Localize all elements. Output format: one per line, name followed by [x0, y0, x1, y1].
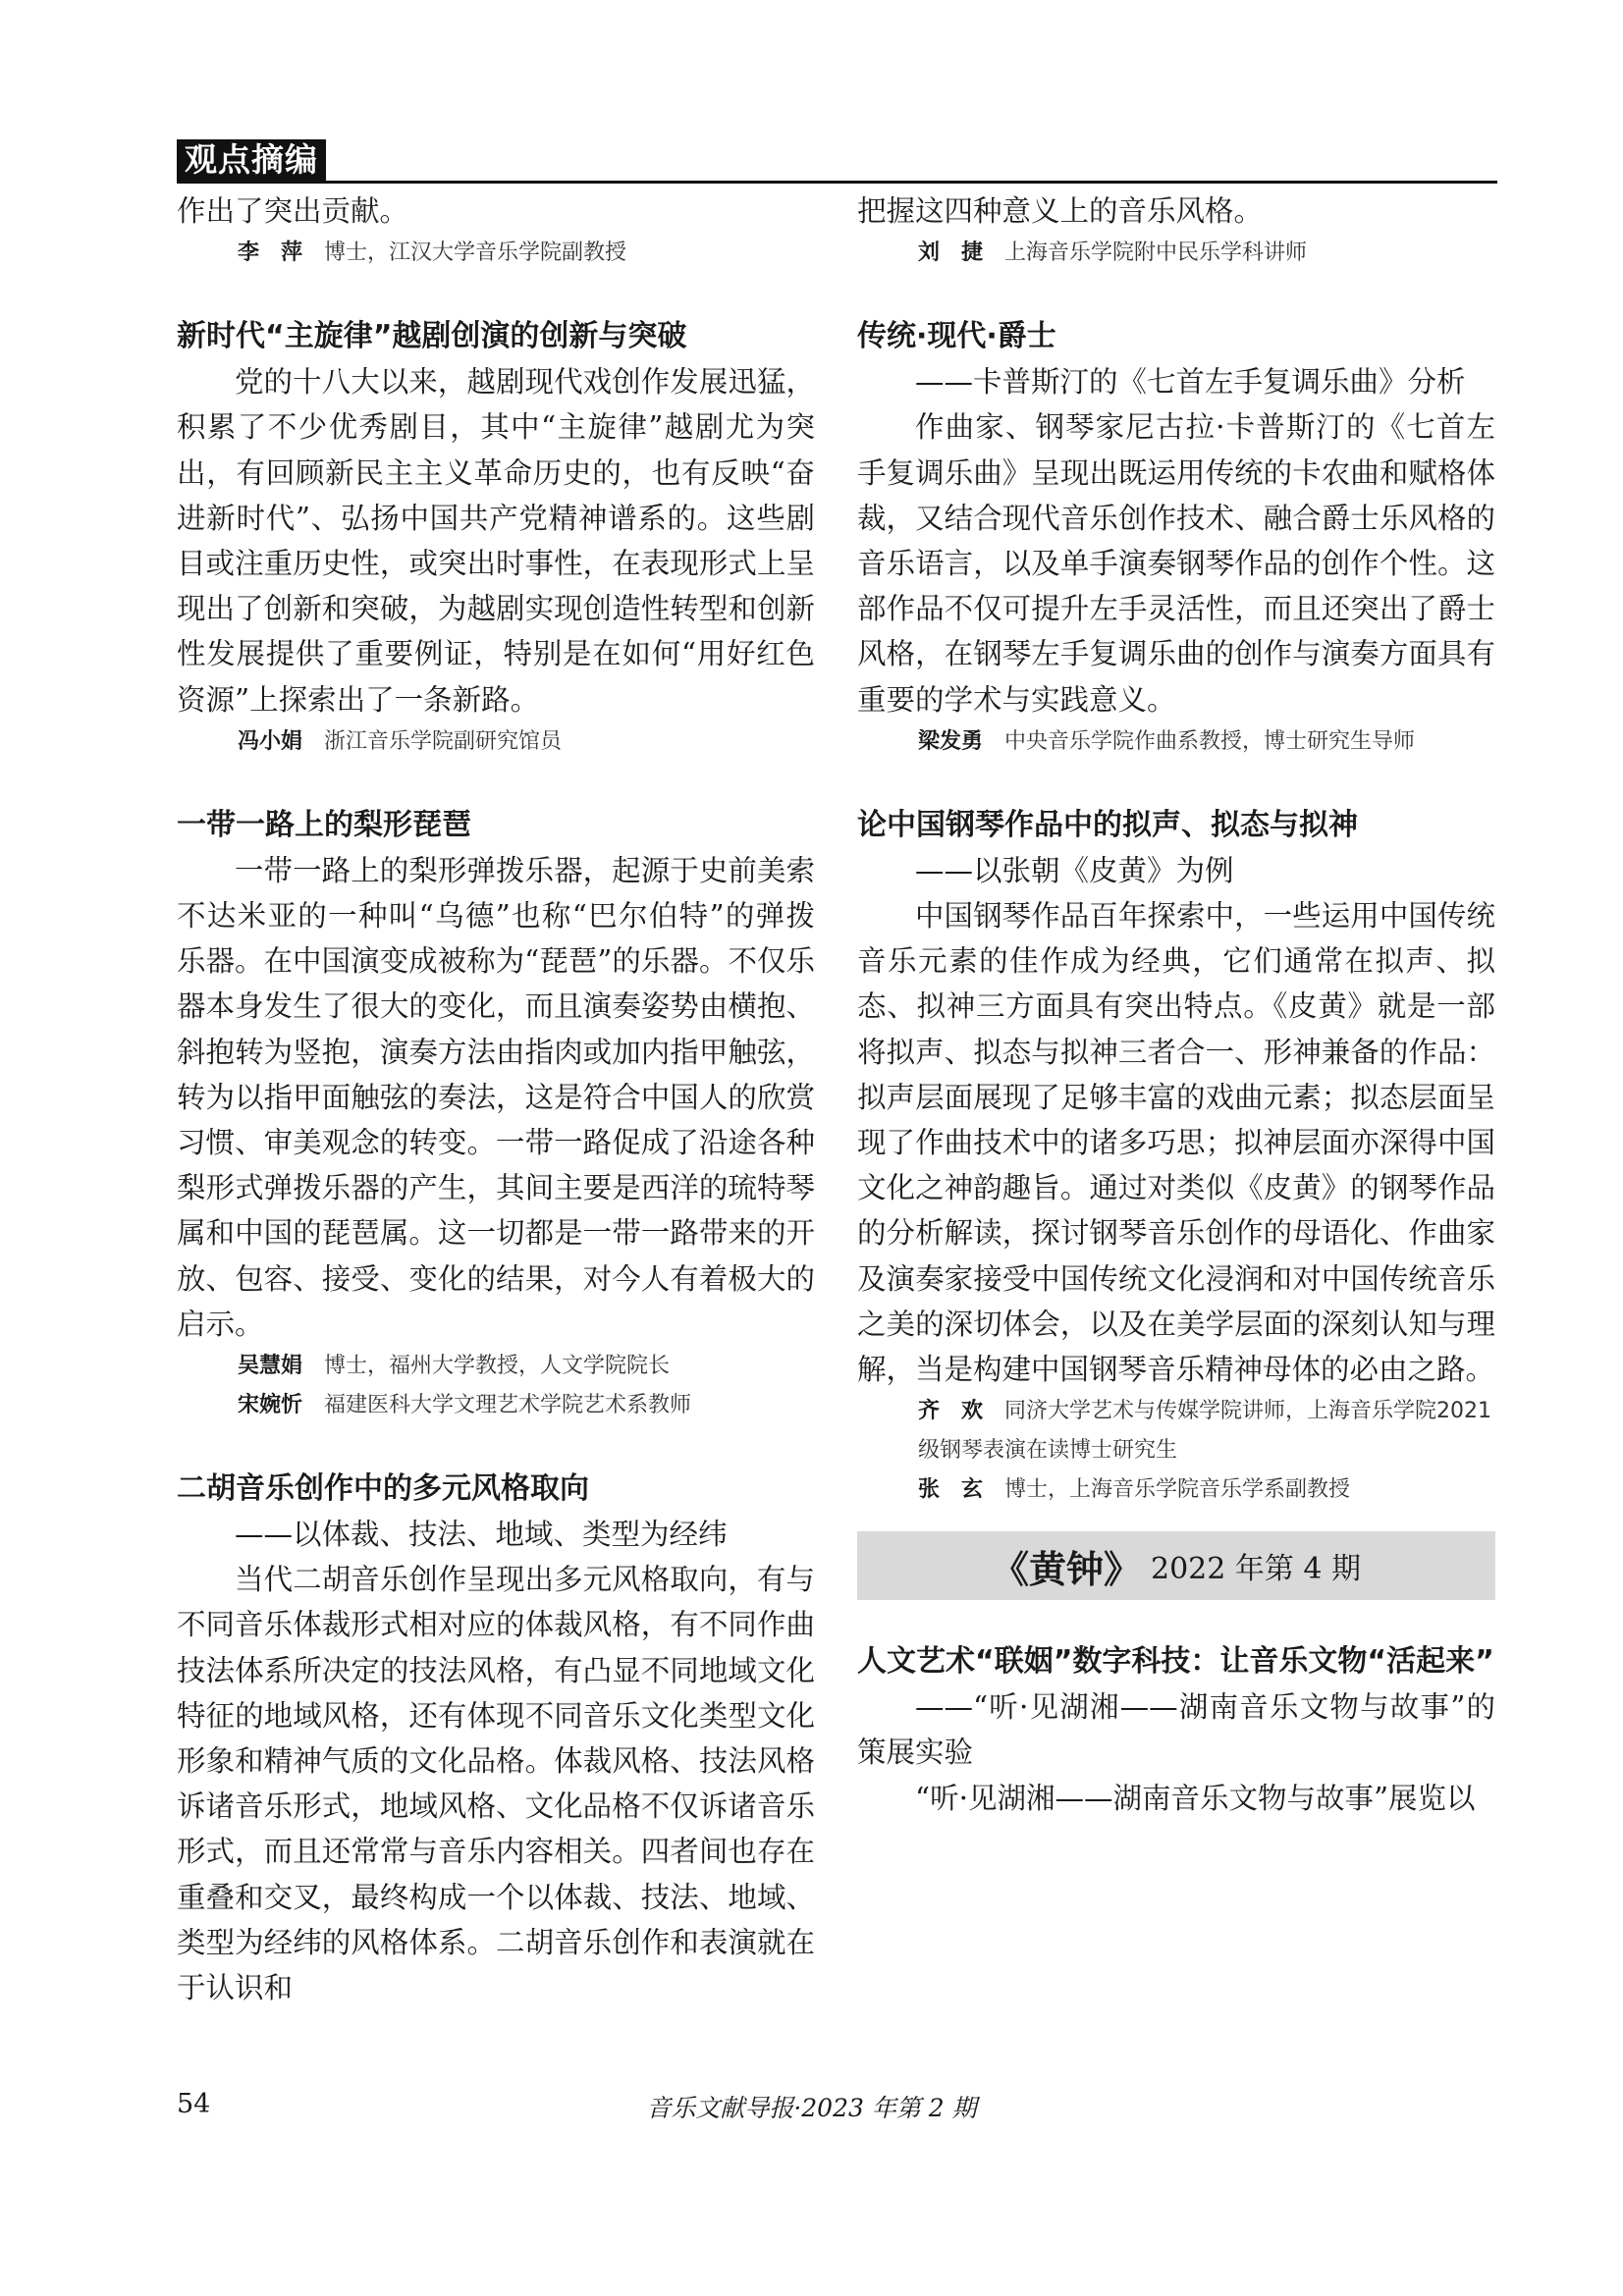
banner-journal-name: 《黄钟》	[991, 1547, 1141, 1591]
author-affiliation: 同济大学艺术与传媒学院讲师，上海音乐学院2021级钢琴表演在读博士研究生	[918, 1399, 1492, 1464]
author-affiliation: 博士，江汉大学音乐学院副教授	[324, 240, 627, 266]
article-title: 二胡音乐创作中的多元风格取向	[177, 1471, 589, 1507]
author-line	[857, 722, 1495, 762]
author-line	[857, 1470, 1495, 1510]
article-subtitle: ——以体裁、技法、地域、类型为经纬	[235, 1518, 728, 1552]
author-name: 冯小娟	[238, 728, 303, 754]
article-subtitle: ——卡普斯汀的《七首左手复调乐曲》分析	[915, 365, 1466, 400]
article-subtitle: ——以张朝《皮黄》为例	[915, 853, 1234, 887]
author-affiliation: 福建医科大学文理艺术学院艺术系教师	[324, 1393, 692, 1418]
footer-journal-issue: 音乐文献导报·2023 年第 2 期	[646, 2094, 977, 2122]
page-number: 54	[177, 2089, 211, 2119]
author-line	[857, 1392, 1495, 1470]
article-title: 传统·现代·爵士	[857, 319, 1056, 354]
article-subtitle: ——“听·见湖湘——湖南音乐文物与故事”的策展实验	[857, 1690, 1495, 1770]
author-affiliation: 博士，福州大学教授，人文学院院长	[324, 1354, 671, 1379]
continued-text: 作出了突出贡献。	[177, 194, 409, 228]
left-column	[177, 188, 815, 2010]
author-line	[177, 1347, 815, 1386]
author-name: 宋婉忻	[238, 1393, 303, 1418]
author-name: 齐 欢	[918, 1399, 984, 1424]
author-name: 李 萍	[238, 240, 303, 266]
article-body: 中国钢琴作品百年探索中，一些运用中国传统音乐元素的佳作成为经典，它们通常在拟声、拟态、拟神三方面具有突出特点。《皮黄》就是一部将拟声、拟态与拟神三者合一、形神兼备的作品：拟声层面展现了足够丰富的戏曲元素；拟态层面呈现了作曲技术中的诸多巧思；拟神层面亦深得中国文化之神韵趣旨。通过对类似《皮黄》的钢琴作品的分析解读，探讨钢琴音乐创作的母语化、作曲家及演奏家接受中国传统文化浸润和对中国传统音乐之美的深切体会，以及在美学层面的深刻认知与理解，当是构建中国钢琴音乐精神母体的必由之路。	[857, 899, 1495, 1387]
author-line	[177, 1386, 815, 1425]
right-column	[857, 188, 1495, 1821]
author-name: 刘 捷	[918, 240, 984, 266]
author-name: 吴慧娟	[238, 1354, 303, 1379]
author-affiliation: 浙江音乐学院副研究馆员	[324, 728, 563, 754]
author-name: 张 玄	[918, 1477, 984, 1503]
section-header: 观点摘编	[177, 139, 326, 181]
article-body: 当代二胡音乐创作呈现出多元风格取向，有与不同音乐体裁形式相对应的体裁风格，有不同作曲技法体系所决定的技法风格，有凸显不同地域文化特征的地域风格，还有体现不同音乐文化类型文化形象和精神气质的文化品格。体裁风格、技法风格诉诸音乐形式，地域风格、文化品格不仅诉诸音乐形式，而且还常常与音乐内容相关。四者间也存在重叠和交叉，最终构成一个以体裁、技法、地域、类型为经纬的风格体系。二胡音乐创作和表演就在于认识和	[177, 1563, 815, 2005]
banner-issue: 2022 年第 4 期	[1150, 1552, 1362, 1587]
article-title: 新时代“主旋律”越剧创演的创新与突破	[177, 319, 687, 354]
author-affiliation: 博士，上海音乐学院音乐学系副教授	[1004, 1477, 1351, 1503]
article-body: “听·见湖湘——湖南音乐文物与故事”展览以	[915, 1781, 1476, 1815]
header-rule	[177, 181, 1497, 184]
continued-text: 把握这四种意义上的音乐风格。	[857, 194, 1264, 228]
article-body: 党的十八大以来，越剧现代戏创作发展迅猛，积累了不少优秀剧目，其中“主旋律”越剧尤为突出，有回顾新民主主义革命历史的，也有反映“奋进新时代”、弘扬中国共产党精神谱系的。这些剧目或注重历史性，或突出时事性，在表现形式上呈现出了创新和突破，为越剧实现创造性转型和创新性发展提供了重要例证，特别是在如何“用好红色资源”上探索出了一条新路。	[177, 365, 815, 717]
author-line	[177, 234, 815, 273]
article-body: 一带一路上的梨形弹拨乐器，起源于史前美索不达米亚的一种叫“乌德”也称“巴尔伯特”的弹拨乐器。在中国演变成被称为“琵琶”的乐器。不仅乐器本身发生了很大的变化，而且演奏姿势由横抱、斜抱转为竖抱，演奏方法由指肉或加内指甲触弦，转为以指甲面触弦的奏法，这是符合中国人的欣赏习惯、审美观念的转变。一带一路促成了沿途各种梨形式弹拨乐器的产生，其间主要是西洋的琉特琴属和中国的琵琶属。这一切都是一带一路带来的开放、包容、接受、变化的结果，对今人有着极大的启示。	[177, 853, 815, 1341]
author-affiliation: 中央音乐学院作曲系教授，博士研究生导师	[1004, 728, 1416, 754]
author-affiliation: 上海音乐学院附中民乐学科讲师	[1004, 240, 1308, 266]
article-title: 一带一路上的梨形琵琶	[177, 807, 471, 842]
author-line	[857, 234, 1495, 273]
author-name: 梁发勇	[918, 728, 984, 754]
article-title: 人文艺术“联姻”数字科技：让音乐文物“活起来”	[857, 1644, 1494, 1680]
article-body: 作曲家、钢琴家尼古拉·卡普斯汀的《七首左手复调乐曲》呈现出既运用传统的卡农曲和赋格体裁，又结合现代音乐创作技术、融合爵士乐风格的音乐语言，以及单手演奏钢琴作品的创作个性。这部作品不仅可提升左手灵活性，而且还突出了爵士风格，在钢琴左手复调乐曲的创作与演奏方面具有重要的学术与实践意义。	[857, 410, 1495, 717]
article-title: 论中国钢琴作品中的拟声、拟态与拟神	[857, 807, 1358, 842]
author-line	[177, 722, 815, 762]
journal-banner	[857, 1531, 1495, 1600]
